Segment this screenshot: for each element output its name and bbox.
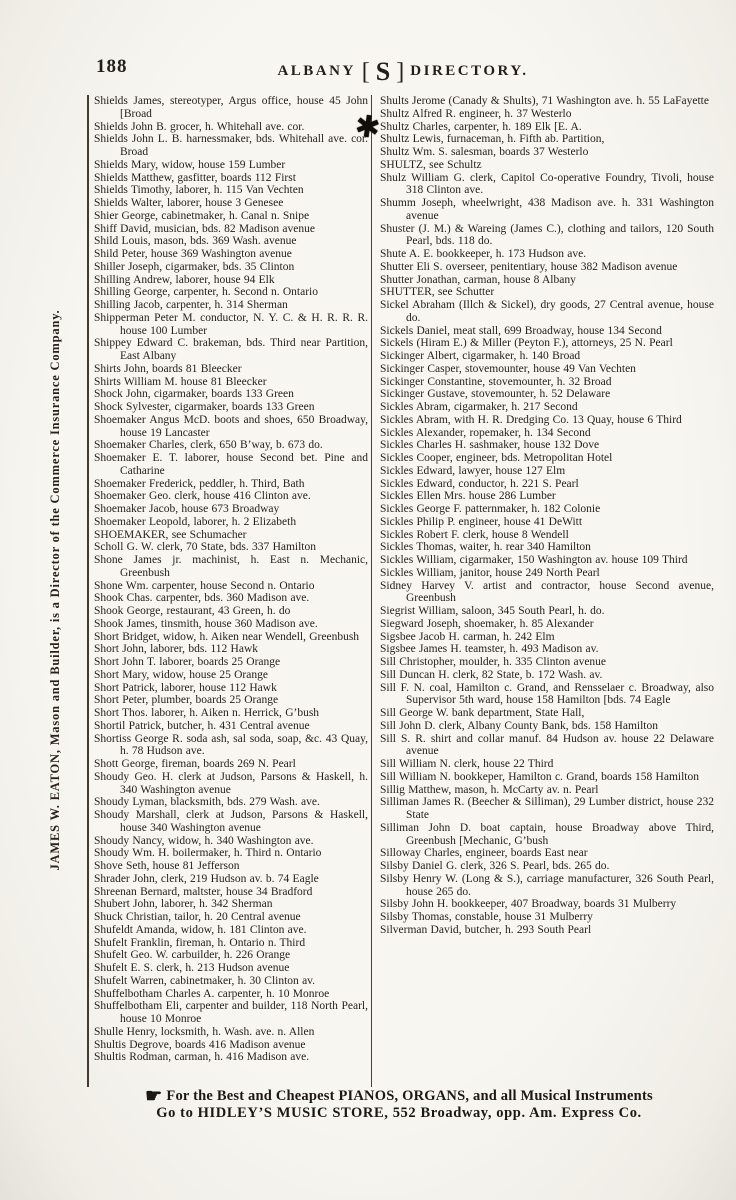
directory-entry: Shild Louis, mason, bds. 369 Wash. avenue xyxy=(94,235,297,248)
directory-entry: Shipperman Peter M. conductor, N. Y. C. & H. R. R. R. house 100 Lumber xyxy=(94,311,368,337)
directory-entry: Shilling Jacob, carpenter, h. 314 Sherman xyxy=(94,299,288,311)
directory-entry: Short Thos. laborer, h. Aiken n. Herrick, G’bush xyxy=(94,707,320,719)
directory-entry: Sickles Thomas, waiter, h. rear 340 Hamilton xyxy=(380,541,591,554)
directory-entry: Shirts William M. house 81 Bleecker xyxy=(94,375,267,388)
directory-entry: Silliman John D. boat captain, house Broadway above Third, Greenbush [Mechanic, G’bush xyxy=(380,821,714,847)
directory-entry: Shuffelbotham Charles A. carpenter, h. 10 Monroe xyxy=(94,987,330,1000)
directory-entry: Shutter Eli S. overseer, penitentiary, house 382 Madison avenue xyxy=(380,260,678,273)
directory-entry: Sidney Harvey V. artist and contractor, house Second avenue, Greenbush xyxy=(380,579,714,605)
left-column-rule xyxy=(87,95,89,1087)
directory-entry: Sickinger Gustave, stovemounter, h. 52 Delaware xyxy=(380,388,611,401)
directory-entry: Shoemaker E. T. laborer, house Second bet. Pine and Catharine xyxy=(94,452,368,477)
directory-entry: Shields Mary, widow, house 159 Lumber xyxy=(94,158,286,171)
directory-entry: Siegward Joseph, shoemaker, h. 85 Alexander xyxy=(380,617,594,630)
directory-entry: Shoemaker Jacob, house 673 Broadway xyxy=(94,503,280,515)
directory-entry: Sill William N. clerk, house 22 Third xyxy=(380,758,554,770)
title-word: ALBANY xyxy=(277,63,356,79)
directory-entry: Sickels (Hiram E.) & Miller (Peyton F.), attorneys, 25 N. Pearl xyxy=(380,337,673,350)
directory-entry: Shields John B. grocer, h. Whitehall ave. cor. xyxy=(94,120,305,133)
handwritten-star-mark: ✱ xyxy=(352,109,383,146)
directory-entry: Shubert John, laborer, h. 342 Sherman xyxy=(94,898,273,911)
directory-entry: Sickles Philip P. engineer, house 41 DeWitt xyxy=(380,515,583,528)
directory-entry: Shultis Degrove, boards 416 Madison avenue xyxy=(94,1038,306,1051)
directory-entry: Shields Matthew, gasfitter, boards 112 First xyxy=(94,171,296,184)
directory-entry: Short John, laborer, bds. 112 Hawk xyxy=(94,643,259,656)
directory-entry: Shreenan Bernard, maltster, house 34 Bradford xyxy=(94,885,313,898)
directory-entry: Shook Chas. carpenter, bds. 360 Madison ave. xyxy=(94,592,310,605)
directory-entry: Sickles Abram, with H. R. Dredging Co. 13 Quay, house 6 Third xyxy=(380,413,682,426)
directory-entry: Sickinger Casper, stovemounter, house 49 Van Vechten xyxy=(380,362,636,375)
directory-entry: Sickel Abraham (Illch & Sickel), dry goods, 27 Central avenue, house do. xyxy=(380,299,714,324)
directory-entry: Shook George, restaurant, 43 Green, h. do xyxy=(94,605,291,617)
directory-entry: Silloway Charles, engineer, boards East near xyxy=(380,847,588,860)
directory-entry: Shier George, cabinetmaker, h. Canal n. Snipe xyxy=(94,209,310,222)
directory-entry: Shutter Jonathan, carman, house 8 Albany xyxy=(380,273,576,286)
directory-entry: Sigsbee Jacob H. carman, h. 242 Elm xyxy=(380,630,555,643)
directory-entry: Sickles George F. patternmaker, h. 182 Colonie xyxy=(380,503,601,515)
directory-entry: Silverman David, butcher, h. 293 South Pearl xyxy=(380,923,592,936)
directory-entry: Sickles Abram, cigarmaker, h. 217 Second xyxy=(380,401,578,413)
directory-entry: Shoudy Wm. H. boilermaker, h. Third n. Ontario xyxy=(94,847,322,860)
directory-entry: Shulz William G. clerk, Capitol Co-operative Foundry, Tivoli, house 318 Clinton ave. xyxy=(380,171,714,197)
page-header xyxy=(90,56,716,86)
column-divider-rule xyxy=(371,95,372,1087)
directory-entry: Sickles William, janitor, house 249 North Pearl xyxy=(380,566,600,579)
directory-entry: Shoemaker Frederick, peddler, h. Third, Bath xyxy=(94,477,305,490)
directory-entry: Shove Seth, house 81 Jefferson xyxy=(94,860,240,872)
directory-entry: Shock Sylvester, cigarmaker, boards 133 Green xyxy=(94,401,315,413)
directory-entry: Shiff David, musician, bds. 82 Madison avenue xyxy=(94,222,315,235)
directory-entry: Shott George, fireman, boards 269 N. Pearl xyxy=(94,758,296,770)
directory-entry: Shoemaker Charles, clerk, 650 B’way, b. 673 do. xyxy=(94,439,323,452)
directory-entry: Shortil Patrick, butcher, h. 431 Central avenue xyxy=(94,719,310,732)
directory-entry: Sickles Edward, lawyer, house 127 Elm xyxy=(380,464,566,477)
footer-advertisement xyxy=(76,1088,722,1122)
directory-entry: Sickels Daniel, meat stall, 699 Broadway, house 134 Second xyxy=(380,324,662,337)
directory-entry: Shoudy Marshall, clerk at Judson, Parsons & Haskell, house 340 Washington avenue xyxy=(94,809,368,834)
directory-entry: Shook James, tinsmith, house 360 Madison ave. xyxy=(94,617,318,630)
directory-entry: Sill John D. clerk, Albany County Bank, bds. 158 Hamilton xyxy=(380,719,658,732)
directory-entry: Sickles Charles H. sashmaker, house 132 Dove xyxy=(380,439,600,452)
directory-entry: Shirts John, boards 81 Bleecker xyxy=(94,362,242,375)
directory-entry: SHULTZ, see Schultz xyxy=(380,158,482,171)
footer-line-1 xyxy=(76,1088,722,1105)
page-number: 188 xyxy=(96,56,128,77)
directory-entry: Shulle Henry, locksmith, h. Wash. ave. n. Allen xyxy=(94,1025,315,1038)
directory-entry: Shoemaker Angus McD. boots and shoes, 650 Broadway, house 19 Lancaster xyxy=(94,413,368,439)
directory-entry: Shults Jerome (Canady & Shults), 71 Washington ave. h. 55 LaFayette xyxy=(380,95,709,107)
directory-entry: Shultz Lewis, furnaceman, h. Fifth ab. Partition, xyxy=(380,133,605,146)
directory-entry: Shoudy Geo. H. clerk at Judson, Parsons & Haskell, h. 340 Washington avenue xyxy=(94,770,368,796)
directory-entry: Sickinger Constantine, stovemounter, h. 32 Broad xyxy=(380,375,612,388)
directory-entry: Shultz Wm. S. salesman, boards 37 Westerlo xyxy=(380,146,589,158)
directory-entry: Shultz Charles, carpenter, h. 189 Elk [E. A. xyxy=(380,120,582,133)
directory-entry: Shrader John, clerk, 219 Hudson av. b. 74 Eagle xyxy=(94,872,319,885)
directory-entry: Shilling George, carpenter, h. Second n. Ontario xyxy=(94,286,319,299)
footer-ad-text-2: Go to HIDLEY’S MUSIC STORE, 552 Broadway, opp. Am. Express Co. xyxy=(156,1105,642,1121)
directory-entry: Shild Peter, house 369 Washington avenue xyxy=(94,248,292,260)
directory-entry: Sickles Edward, conductor, h. 221 S. Pearl xyxy=(380,477,579,490)
directory-entry: Shoemaker Leopold, laborer, h. 2 Elizabeth xyxy=(94,515,297,528)
directory-entry: Shuck Christian, tailor, h. 20 Central avenue xyxy=(94,911,301,923)
title-bracket-open: [ xyxy=(361,59,370,85)
directory-entry: Sill William N. bookkeper, Hamilton c. Grand, boards 158 Hamilton xyxy=(380,770,699,783)
directory-entry: Sickles Cooper, engineer, bds. Metropolitan Hotel xyxy=(380,452,613,464)
directory-entry: Shumm Joseph, wheelwright, 438 Madison ave. h. 331 Washington avenue xyxy=(380,197,714,222)
directory-entry: Sigsbee James H. teamster, h. 493 Madison av. xyxy=(380,643,599,656)
directory-entry: Shields John L. B. harnessmaker, bds. Whitehall ave. cor. Broad xyxy=(94,133,368,158)
directory-entry: Shultz Alfred R. engineer, h. 37 Westerlo xyxy=(380,107,572,120)
directory-entry: Sillig Matthew, mason, h. McCarty av. n. Pearl xyxy=(380,783,599,796)
footer-ad-text-1: For the Best and Cheapest PIANOS, ORGANS, and all Musical Instruments xyxy=(166,1088,653,1104)
directory-entry: Sickles Ellen Mrs. house 286 Lumber xyxy=(380,490,556,503)
directory-entry: SHUTTER, see Schutter xyxy=(380,286,495,299)
directory-entry: Sill George W. bank department, State Hall, xyxy=(380,707,585,719)
directory-entry: Shute A. E. bookkeeper, h. 173 Hudson ave. xyxy=(380,248,587,260)
directory-entry: Silsby Henry W. (Long & S.), carriage manufacturer, 326 South Pearl, house 265 do. xyxy=(380,872,714,898)
directory-entry: Shuffelbotham Eli, carpenter and builder, 118 North Pearl, house 10 Monroe xyxy=(94,1000,368,1025)
directory-entry: Sill F. N. coal, Hamilton c. Grand, and Rensselaer c. Broadway, also Supervisor 5th ward, house 158 Hamilton [bds. 74 Eagle xyxy=(380,681,714,707)
directory-entry: Shilling Andrew, laborer, house 94 Elk xyxy=(94,273,275,286)
directory-entry: Shoudy Nancy, widow, h. 340 Washington ave. xyxy=(94,834,314,847)
directory-entry: Shoudy Lyman, blacksmith, bds. 279 Wash. ave. xyxy=(94,796,320,809)
directory-entry: Short Bridget, widow, h. Aiken near Wendell, Greenbush xyxy=(94,630,360,643)
directory-entry: Shock John, cigarmaker, boards 133 Green xyxy=(94,388,294,401)
directory-entry: Shoemaker Geo. clerk, house 416 Clinton ave. xyxy=(94,490,311,503)
directory-entry: Shuster (J. M.) & Wareing (James C.), clothing and tailors, 120 South Pearl, bds. 118 do. xyxy=(380,222,714,248)
directory-entry: Shufelt Geo. W. carbuilder, h. 226 Orange xyxy=(94,949,291,962)
directory-entry: Sill Duncan H. clerk, 82 State, b. 172 Wash. av. xyxy=(380,668,603,681)
section-letter: S xyxy=(375,57,391,86)
title-rest: DIRECTORY. xyxy=(410,63,529,79)
directory-entry: Short Mary, widow, house 25 Orange xyxy=(94,668,268,681)
directory-entry: Shiller Joseph, cigarmaker, bds. 35 Clinton xyxy=(94,260,295,273)
directory-entry: Sickles Alexander, ropemaker, h. 134 Second xyxy=(380,426,591,439)
directory-entry: Shortiss George R. soda ash, sal soda, soap, &c. 43 Quay, h. 78 Hudson ave. xyxy=(94,732,368,758)
directory-entry: Sickinger Albert, cigarmaker, h. 140 Broad xyxy=(380,350,581,362)
pointing-hand-icon: ☛ xyxy=(145,1086,163,1107)
directory-entry: Sill S. R. shirt and collar manuf. 84 Hudson av. house 22 Delaware avenue xyxy=(380,732,714,758)
directory-entry: Shufelt Franklin, fireman, h. Ontario n. Third xyxy=(94,936,306,949)
directory-entry: Short Peter, plumber, boards 25 Orange xyxy=(94,694,279,707)
directory-entry: Scholl G. W. clerk, 70 State, bds. 337 Hamilton xyxy=(94,541,317,554)
directory-entry: Sill Christopher, moulder, h. 335 Clinton avenue xyxy=(380,656,607,668)
directory-entry: Shufelt Warren, cabinetmaker, h. 30 Clinton av. xyxy=(94,974,316,987)
directory-entry: Shone James jr. machinist, h. East n. Mechanic, Greenbush xyxy=(94,554,368,579)
directory-entry: SHOEMAKER, see Schumacher xyxy=(94,528,247,541)
directory-entry: Silsby Thomas, constable, house 31 Mulberry xyxy=(380,911,593,923)
directory-entry: Siegrist William, saloon, 345 South Pearl, h. do. xyxy=(380,605,605,617)
directory-entry: Shields Walter, laborer, house 3 Genesee xyxy=(94,197,284,209)
directory-entry: Silsby Daniel G. clerk, 326 S. Pearl, bds. 265 do. xyxy=(380,860,610,872)
directory-column-right xyxy=(380,95,714,1089)
vertical-margin-ad: JAMES W. EATON, Mason and Builder, is a Director of the Commerce Insurance Company. xyxy=(48,309,62,871)
directory-entry: Short Patrick, laborer, house 112 Hawk xyxy=(94,681,277,694)
directory-entry: Short John T. laborer, boards 25 Orange xyxy=(94,656,281,668)
directory-entry: Shufelt E. S. clerk, h. 213 Hudson avenue xyxy=(94,962,290,974)
directory-entry: Sickles William, cigarmaker, 150 Washington av. house 109 Third xyxy=(380,554,688,566)
directory-entry: Shields Timothy, laborer, h. 115 Van Vechten xyxy=(94,184,304,197)
directory-entry: Shippey Edward C. brakeman, bds. Third near Partition, East Albany xyxy=(94,337,368,362)
directory-entry: Shone Wm. carpenter, house Second n. Ontario xyxy=(94,579,315,592)
title-bracket-close: ] xyxy=(396,59,405,85)
directory-column-left xyxy=(94,95,368,1089)
directory-entry: Silliman James R. (Beecher & Silliman), 29 Lumber district, house 232 State xyxy=(380,796,714,821)
directory-entry: Silsby John H. bookkeeper, 407 Broadway, boards 31 Mulberry xyxy=(380,898,677,911)
page-title xyxy=(277,57,528,87)
directory-entry: Shufeldt Amanda, widow, h. 181 Clinton ave. xyxy=(94,923,307,936)
directory-entry: Shields James, stereotyper, Argus office, house 45 John [Broad xyxy=(94,95,368,120)
directory-entry: Sickles Robert F. clerk, house 8 Wendell xyxy=(380,528,569,541)
directory-entry: Shultis Rodman, carman, h. 416 Madison ave. xyxy=(94,1051,310,1064)
